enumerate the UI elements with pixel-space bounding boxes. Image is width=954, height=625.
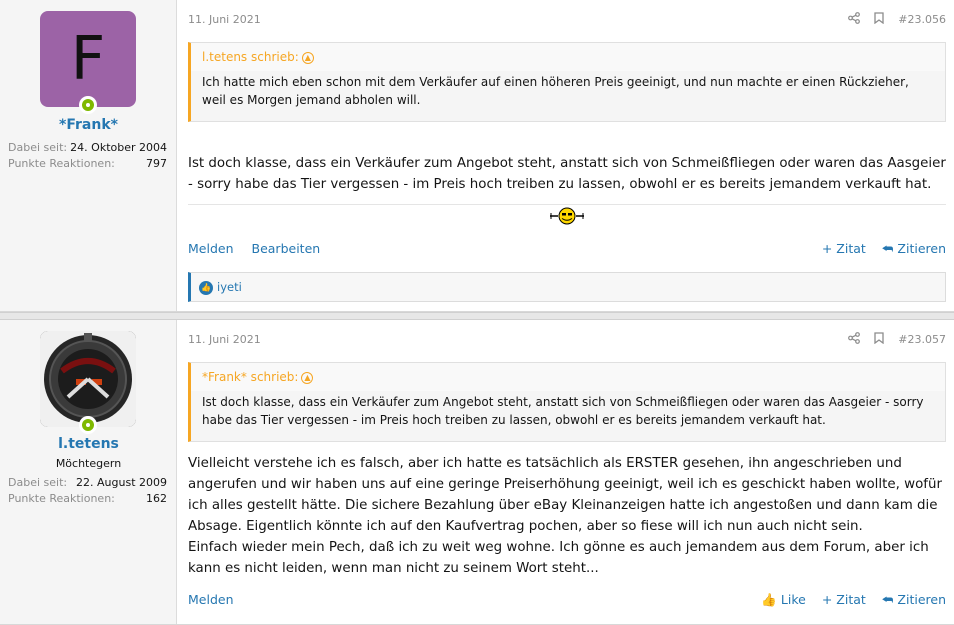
quote-author[interactable] bbox=[191, 363, 945, 391]
reply-icon: ⮪ bbox=[881, 241, 894, 256]
smiley-icon bbox=[549, 206, 585, 226]
stat-value: 797 bbox=[146, 157, 167, 170]
post-23057 bbox=[0, 320, 954, 625]
stat-value: 22. August 2009 bbox=[76, 476, 167, 489]
arrow-up-icon[interactable]: ▲ bbox=[301, 372, 313, 384]
post-message: Ist doch klasse, dass ein Verkäufer zum Angebot steht, anstatt sich von Schmeißfliegen oder waren das Aasgeier - sorry habe das Tier vergessen - im Preis hoch treiben zu lassen, obwohl er es bereits jemandem verkauft hat. bbox=[188, 156, 946, 192]
like-label: Like bbox=[780, 592, 806, 607]
post-number[interactable]: #23.057 bbox=[898, 333, 946, 346]
signature-divider bbox=[188, 204, 946, 205]
message-paragraph: Einfach wieder mein Pech, daß ich zu weit weg wohne. Ich gönne es auch jemandem aus dem Forum, aber ich kann es nicht leiden, wenn man nicht zu seinem Wort steht... bbox=[188, 540, 929, 576]
reply-quote-label: Zitieren bbox=[897, 241, 946, 256]
reply-quote-button[interactable] bbox=[882, 241, 946, 257]
stat-joined bbox=[8, 476, 167, 489]
avatar[interactable]: F bbox=[40, 11, 136, 107]
bookmark-icon[interactable] bbox=[874, 12, 884, 27]
share-icon[interactable] bbox=[848, 332, 860, 347]
multiquote-button[interactable]: + Zitat bbox=[821, 241, 866, 256]
post-23056 bbox=[0, 0, 954, 312]
post-message bbox=[188, 453, 946, 579]
stat-value: 24. Oktober 2004 bbox=[70, 141, 167, 154]
reply-icon: ⮪ bbox=[881, 592, 894, 607]
stat-points bbox=[8, 157, 167, 170]
report-button[interactable]: Melden bbox=[188, 241, 234, 256]
post-actions bbox=[188, 241, 946, 257]
user-info-column bbox=[0, 0, 177, 311]
username[interactable]: l.tetens bbox=[58, 436, 119, 452]
post-date[interactable]: 11. Juni 2021 bbox=[188, 13, 261, 26]
avatar[interactable] bbox=[40, 331, 136, 427]
reply-quote-label: Zitieren bbox=[897, 592, 946, 607]
user-info-column bbox=[0, 320, 177, 624]
post-separator bbox=[0, 312, 954, 320]
post-meta-actions bbox=[848, 12, 946, 27]
username[interactable]: *Frank* bbox=[59, 117, 118, 133]
post-meta-actions bbox=[848, 332, 946, 347]
report-button[interactable]: Melden bbox=[188, 592, 234, 607]
share-icon[interactable] bbox=[848, 12, 860, 27]
edit-button[interactable]: Bearbeiten bbox=[251, 241, 321, 256]
bookmark-icon[interactable] bbox=[874, 332, 884, 347]
arrow-up-icon[interactable]: ▲ bbox=[302, 52, 314, 64]
stat-points bbox=[8, 492, 167, 505]
message-paragraph: Vielleicht verstehe ich es falsch, aber ich hatte es tatsächlich als ERSTER gesehen, ihn angeschrieben und angerufen und wir haben uns auf eine geringe Preiserhöhung geeinigt, weil ich es geschickt haben wollte, wofür ich alles gestellt hätte. Die sichere Bezahlung über eBay Kleinanzeigen hatte ich angestoßen und dann kam die Absage. Eigentlich könnte ich auf den Kaufvertrag pochen, aber so fiese will ich nun auch nicht sein. bbox=[188, 456, 942, 534]
user-title: Möchtegern bbox=[55, 457, 122, 470]
stat-joined bbox=[8, 141, 167, 154]
quote-author-label: *Frank* schrieb: bbox=[202, 370, 299, 384]
quote-block bbox=[188, 362, 946, 442]
post-number[interactable]: #23.056 bbox=[898, 13, 946, 26]
quote-block bbox=[188, 42, 946, 122]
stat-label: Punkte Reaktionen: bbox=[8, 157, 115, 170]
like-button[interactable] bbox=[761, 592, 805, 608]
stat-value: 162 bbox=[146, 492, 167, 505]
thumbs-up-icon: 👍 bbox=[761, 592, 777, 607]
quote-author-label: l.tetens schrieb: bbox=[202, 50, 299, 64]
reply-quote-button[interactable] bbox=[882, 592, 946, 608]
reactions-bar[interactable] bbox=[188, 272, 946, 302]
reactions-users[interactable]: iyeti bbox=[217, 280, 242, 294]
quote-text: Ist doch klasse, dass ein Verkäufer zum Angebot steht, anstatt sich von Schmeißfliegen oder waren das Aasgeier - sorry habe das Tier vergessen - im Preis hoch treiben zu lassen, obwohl er es bereits jemandem verkauft hat. bbox=[191, 391, 945, 441]
multiquote-button[interactable]: + Zitat bbox=[821, 592, 866, 607]
stat-label: Punkte Reaktionen: bbox=[8, 492, 115, 505]
online-status-icon bbox=[79, 96, 97, 114]
quote-author[interactable] bbox=[191, 43, 945, 71]
post-actions bbox=[188, 592, 946, 608]
stat-label: Dabei seit: bbox=[8, 476, 68, 489]
quote-text: Ich hatte mich eben schon mit dem Verkäufer auf einen höheren Preis geeinigt, und nun machte er einen Rückzieher, weil es Morgen jemand abholen will. bbox=[191, 71, 945, 121]
online-status-icon bbox=[79, 416, 97, 434]
stat-label: Dabei seit: bbox=[8, 141, 68, 154]
post-date[interactable]: 11. Juni 2021 bbox=[188, 333, 261, 346]
like-icon: 👍 bbox=[199, 281, 213, 295]
